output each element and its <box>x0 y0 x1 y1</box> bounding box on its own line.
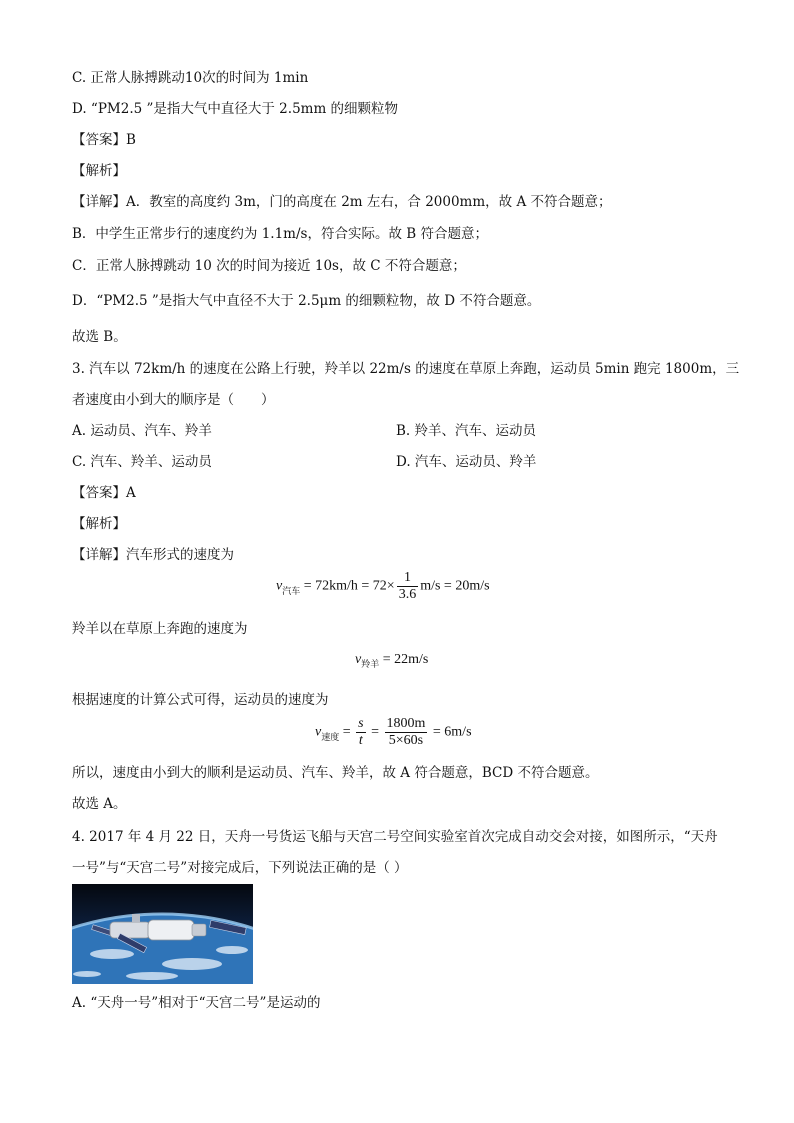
q2-detail-b: B．中学生正常步行的速度约为 1.1m/s，符合实际。故 B 符合题意； <box>72 226 488 242</box>
q2-analysis-heading: 【解析】 <box>72 163 126 179</box>
q3-stem-line2: 者速度由小到大的顺序是（ ） <box>72 392 275 408</box>
q3-detail-order: 所以，速度由小到大的顺利是运动员、汽车、羚羊，故 A 符合题意，BCD 不符合题意。 <box>72 765 599 781</box>
fraction-numerator: 1 <box>397 570 419 587</box>
formula-eq: = 22m/s <box>379 652 429 667</box>
formula-sub: 速度 <box>321 732 340 743</box>
formula-eq: = <box>367 724 383 740</box>
formula-sub: 羚羊 <box>361 660 380 670</box>
formula-fraction <box>356 716 365 749</box>
q3-answer: 【答案】A <box>72 485 136 501</box>
q3-option-c: C. 汽车、羚羊、运动员 <box>72 454 212 470</box>
q2-option-d: D. “PM2.5 ”是指大气中直径大于 2.5mm 的细颗粒物 <box>72 101 399 117</box>
formula-eq: = 72km/h = 72× <box>300 578 395 594</box>
q3-detail-car: 【详解】汽车形式的速度为 <box>72 547 234 563</box>
formula-var: v <box>276 578 283 594</box>
q2-option-c: C. 正常人脉搏跳动10次的时间为 1min <box>72 70 309 86</box>
formula-eq: m/s = 20m/s <box>420 578 490 594</box>
fraction-denominator: 5×60s <box>388 733 424 748</box>
q3-stem-line1: 3. 汽车以 72km/h 的速度在公路上行驶，羚羊以 22m/s 的速度在草原上奔跑，运动员 5min 跑完 1800m，三 <box>72 361 740 377</box>
fraction-numerator: 1800m <box>386 716 426 731</box>
q3-option-b: B. 羚羊、汽车、运动员 <box>396 423 537 439</box>
q4-option-a: A. “天舟一号”相对于“天宫二号”是运动的 <box>72 995 321 1011</box>
formula-fraction <box>385 716 428 749</box>
formula-athlete-speed <box>315 716 472 749</box>
spacecraft-docking-photo <box>72 884 253 984</box>
formula-eq: = 6m/s <box>429 724 472 740</box>
q3-option-d: D. 汽车、运动员、羚羊 <box>396 454 537 470</box>
fraction-denominator: 3.6 <box>398 587 417 602</box>
q3-analysis-heading: 【解析】 <box>72 516 126 532</box>
q2-detail-d: D．“PM2.5 ”是指大气中直径不大于 2.5μm 的细颗粒物，故 D 不符合题意。 <box>72 293 541 309</box>
q2-detail-a: 【详解】A．教室的高度约 3m，门的高度在 2m 左右，合 2000mm，故 A 不符合题意； <box>72 194 612 210</box>
formula-eq: = <box>339 724 355 740</box>
q4-stem-line2: 一号”与“天宫二号”对接完成后，下列说法正确的是（ ） <box>72 860 408 876</box>
q2-conclusion: 故选 B。 <box>72 329 127 345</box>
fraction-numerator: s <box>358 716 364 731</box>
fraction-denominator: t <box>358 733 363 748</box>
q2-answer: 【答案】B <box>72 132 136 148</box>
q4-stem-line1: 4. 2017 年 4 月 22 日，天舟一号货运飞船与天宫二号空间实验室首次完成自动交会对接，如图所示，“天舟 <box>72 829 718 845</box>
formula-var: v <box>355 652 362 667</box>
q3-detail-athlete: 根据速度的计算公式可得，运动员的速度为 <box>72 692 329 708</box>
q2-detail-c: C．正常人脉搏跳动 10 次的时间为接近 10s，故 C 不符合题意； <box>72 258 466 274</box>
formula-car-speed <box>276 570 490 603</box>
q3-detail-antelope: 羚羊以在草原上奔跑的速度为 <box>72 621 248 637</box>
q3-option-a: A. 运动员、汽车、羚羊 <box>72 423 212 439</box>
formula-fraction <box>397 570 419 603</box>
formula-antelope-speed <box>355 652 428 668</box>
formula-var: v <box>315 724 322 740</box>
formula-sub: 汽车 <box>282 586 301 597</box>
q3-conclusion: 故选 A。 <box>72 796 127 812</box>
